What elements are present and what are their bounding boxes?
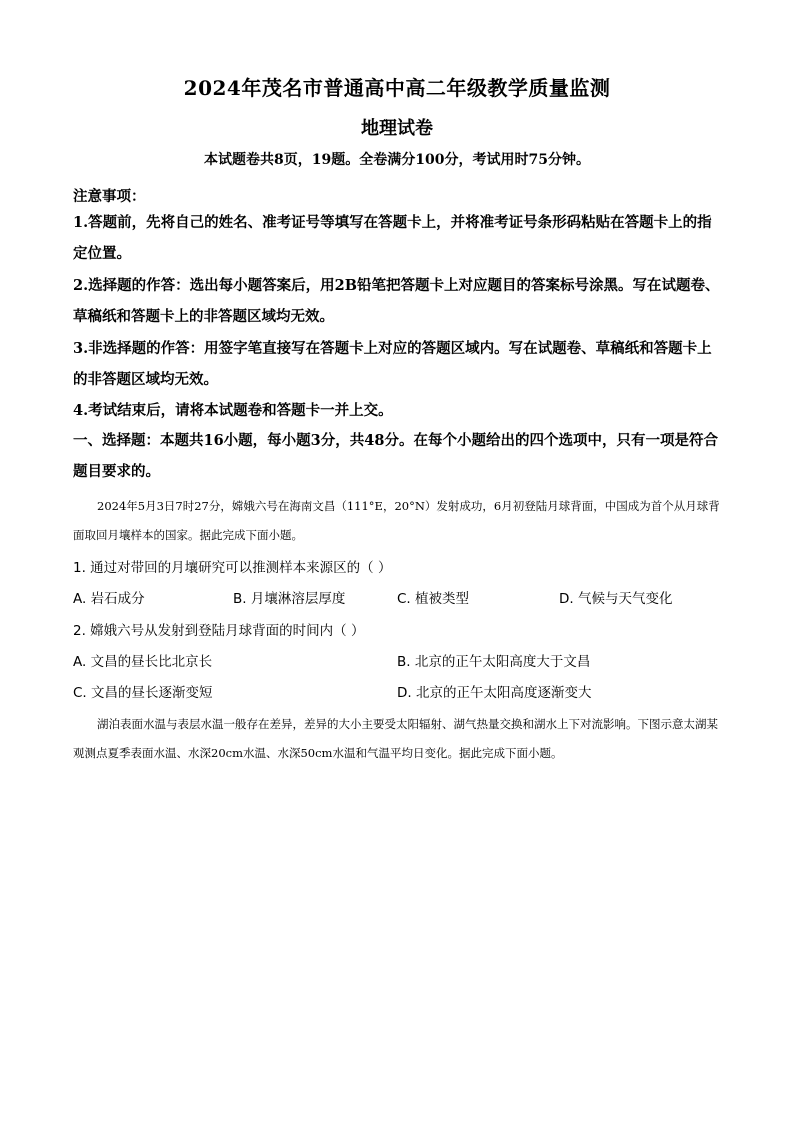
- q1-option-c: C. 植被类型: [397, 591, 470, 607]
- section-heading: 一、选择题：本题共16小题，每小题3分，共48分。在每个小题给出的四个选项中，只有一项是符合题目要求的。: [73, 432, 718, 480]
- q2-option-d: D. 北京的正午太阳高度逐渐变大: [397, 685, 592, 701]
- question-2-stem: 2. 嫦娥六号从发射到登陆月球背面的时间内（ ）: [73, 623, 365, 639]
- notice-item-1: 1.答题前，先将自己的姓名、准考证号等填写在答题卡上，并将准考证号条形码粘贴在答题卡上的指定位置。: [73, 214, 712, 262]
- question-2-options-row-1: [73, 650, 723, 672]
- question-1-options: [73, 587, 723, 609]
- q1-option-a: A. 岩石成分: [73, 591, 145, 607]
- subject-title: 地理试卷: [361, 118, 433, 139]
- question-2-options-row-2: [73, 681, 723, 703]
- notice-item-3: 3.非选择题的作答：用签字笔直接写在答题卡上对应的答题区域内。写在试题卷、草稿纸和答题卡上的非答题区域均无效。: [73, 340, 712, 388]
- q2-option-a: A. 文昌的昼长比北京长: [73, 654, 213, 670]
- notice-heading: 注意事项：: [73, 188, 146, 205]
- exam-info: 本试题卷共8页，19题。全卷满分100分，考试用时75分钟。: [204, 152, 590, 168]
- passage-1: 2024年5月3日7时27分，嫦娥六号在海南文昌（111°E，20°N）发射成功，6月初登陆月球背面，中国成为首个从月球背面取回月壤样本的国家。据此完成下面小题。: [73, 499, 720, 542]
- page-title: 2024年茂名市普通高中高二年级教学质量监测: [183, 76, 611, 100]
- question-1-stem: 1. 通过对带回的月壤研究可以推测样本来源区的（ ）: [73, 560, 392, 576]
- notice-item-4: 4.考试结束后，请将本试题卷和答题卡一并上交。: [73, 402, 393, 419]
- q1-option-d: D. 气候与天气变化: [559, 591, 673, 607]
- passage-2: 湖泊表面水温与表层水温一般存在差异，差异的大小主要受太阳辐射、湖气热量交换和湖水上下对流影响。下图示意太湖某观测点夏季表面水温、水深20cm水温、水深50cm水温和气温平均日变化。据此完成下面小题。: [73, 717, 718, 760]
- q1-option-b: B. 月壤淋溶层厚度: [233, 591, 346, 607]
- q2-option-b: B. 北京的正午太阳高度大于文昌: [397, 654, 591, 670]
- q2-option-c: C. 文昌的昼长逐渐变短: [73, 685, 213, 701]
- notice-item-2: 2.选择题的作答：选出每小题答案后，用2B铅笔把答题卡上对应题目的答案标号涂黑。写在试题卷、草稿纸和答题卡上的非答题区域均无效。: [73, 277, 720, 325]
